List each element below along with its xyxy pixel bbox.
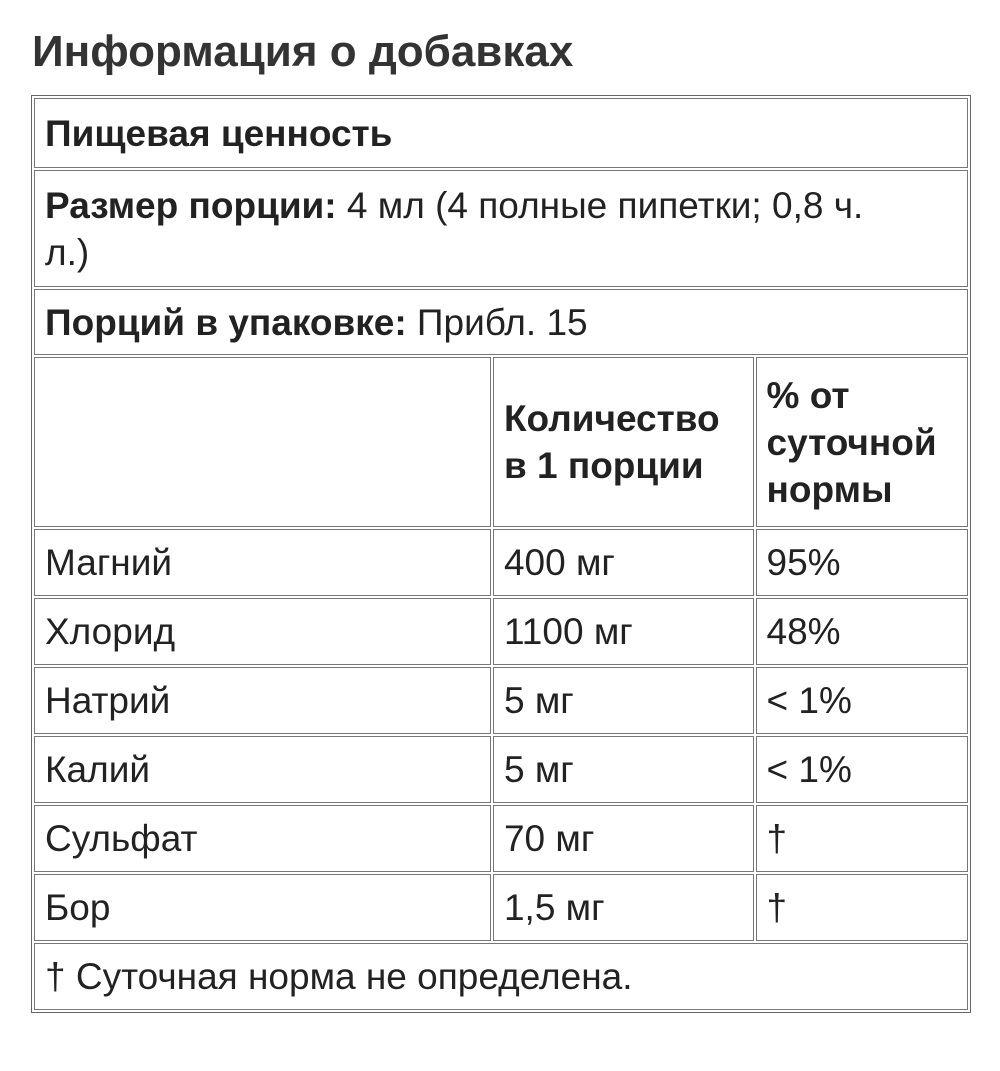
panel-heading-row [34,98,968,168]
nutrient-daily-value: 48% [756,598,968,665]
nutrient-daily-value: † [756,874,968,941]
panel-heading: Пищевая ценность [34,98,968,168]
nutrient-amount: 5 мг [493,667,754,734]
nutrient-amount: 1100 мг [493,598,754,665]
daily-value-column-header: % от суточной нормы [756,357,968,527]
nutrient-amount: 5 мг [493,736,754,803]
nutrient-daily-value: † [756,805,968,872]
nutrient-name: Хлорид [34,598,491,665]
nutrient-name: Сульфат [34,805,491,872]
servings-per-container-label: Порций в упаковке: [45,301,407,343]
nutrient-name: Натрий [34,667,491,734]
nutrient-amount: 70 мг [493,805,754,872]
amount-column-header: Количество в 1 порции [493,357,754,527]
serving-size-value: 4 мл (4 полные пипетки; 0,8 ч. л.) [45,184,864,273]
nutrient-name: Бор [34,874,491,941]
table-row [34,529,968,596]
nutrient-daily-value: < 1% [756,736,968,803]
footnote: † Суточная норма не определена. [34,943,968,1010]
servings-per-container-value: Прибл. 15 [416,301,588,343]
table-row [34,598,968,665]
servings-per-container-cell [34,289,968,355]
table-row [34,667,968,734]
serving-size-cell [34,170,968,287]
page-title: Информация о добавках [32,27,574,76]
table-row [34,874,968,941]
serving-size-row [34,170,968,287]
nutrient-name: Магний [34,529,491,596]
nutrient-daily-value: < 1% [756,667,968,734]
footnote-row [34,943,968,1010]
servings-per-container-row [34,289,968,355]
column-header-row [34,357,968,527]
nutrient-name: Калий [34,736,491,803]
table-row [34,805,968,872]
supplement-facts-table [31,95,971,1013]
nutrient-daily-value: 95% [756,529,968,596]
serving-size-label: Размер порции: [45,184,337,226]
nutrient-amount: 400 мг [493,529,754,596]
table-row [34,736,968,803]
nutrient-column-header [34,357,491,527]
nutrient-amount: 1,5 мг [493,874,754,941]
